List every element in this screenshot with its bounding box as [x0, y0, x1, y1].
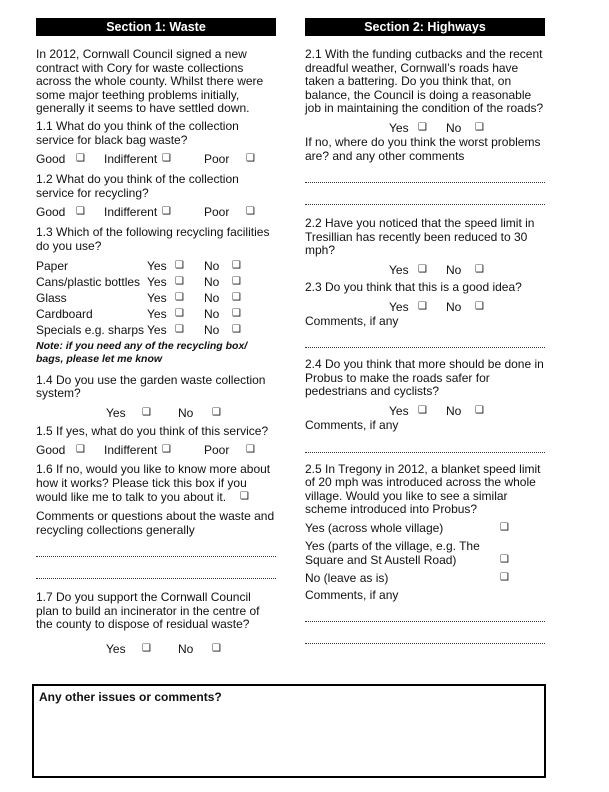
facility-label: Cardboard [36, 306, 93, 321]
yes-no-row-1-7 [36, 640, 276, 658]
question-2-2: 2.2 Have you noticed that the speed limit in Tresillian has recently been reduced to 30 mph? [305, 216, 535, 258]
checkbox-no[interactable]: ❑ [475, 263, 484, 275]
checkbox-no[interactable]: ❑ [232, 323, 241, 335]
checkbox-parts-village[interactable]: ❑ [500, 553, 509, 565]
option-label: Good [36, 443, 66, 458]
option-label: No (leave as is) [305, 570, 389, 585]
checkbox-yes[interactable]: ❑ [418, 121, 427, 133]
checkbox-yes[interactable]: ❑ [418, 300, 427, 312]
option-label: Yes [389, 403, 409, 418]
section-header: Section 2: Highways [305, 18, 545, 36]
checkbox-no[interactable]: ❑ [232, 307, 241, 319]
checkbox-indifferent[interactable]: ❑ [162, 206, 171, 218]
recycling-note: Note: if you need any of the recycling box/ bags, please let me know [36, 339, 248, 365]
checkbox-yes[interactable]: ❑ [175, 259, 184, 271]
facility-label: Cans/plastic bottles [36, 274, 141, 289]
facility-row [36, 274, 276, 290]
question-2-3: 2.3 Do you think that this is a good idea? [305, 279, 522, 294]
checkbox-no[interactable]: ❑ [212, 643, 221, 655]
option-label: Yes [147, 322, 167, 337]
option-label: No [204, 258, 220, 273]
yes-no-row-2-4 [305, 403, 545, 419]
option-label: Yes [147, 258, 167, 273]
question-2-1-followup: If no, where do you think the worst problems are? and any other comments [305, 134, 541, 163]
checkbox-whole-village[interactable]: ❑ [500, 521, 509, 533]
waste-comments-prompt: Comments or questions about the waste and recycling collections generally [36, 509, 275, 537]
checkbox-no[interactable]: ❑ [212, 406, 221, 418]
option-label: Poor [204, 443, 230, 458]
checkbox-good[interactable]: ❑ [76, 444, 85, 456]
comment-line[interactable] [36, 563, 276, 585]
yes-no-row-2-3 [305, 299, 545, 315]
option-label: Yes [106, 405, 126, 420]
checkbox-no[interactable]: ❑ [475, 300, 484, 312]
section-highways [305, 18, 545, 650]
question-1-5: 1.5 If yes, what do you think of this service? [36, 423, 269, 438]
question-1-2: 1.2 What do you think of the collection service for recycling? [36, 172, 239, 200]
checkbox-good[interactable]: ❑ [76, 153, 85, 165]
option-whole-village [305, 521, 545, 535]
checkbox-yes[interactable]: ❑ [418, 404, 427, 416]
checkbox-yes[interactable]: ❑ [175, 275, 184, 287]
checkbox-no[interactable]: ❑ [475, 404, 484, 416]
comment-line[interactable] [305, 167, 545, 189]
option-label: Poor [204, 152, 230, 167]
option-label: Yes [147, 274, 167, 289]
option-label: Indifferent [104, 443, 158, 458]
comment-line[interactable] [305, 606, 545, 628]
option-label: Yes (across whole village) [305, 520, 444, 535]
option-label: No [446, 262, 462, 277]
option-label: Yes [147, 290, 167, 305]
comment-line[interactable] [305, 189, 545, 211]
comment-line[interactable] [36, 541, 276, 563]
yes-no-row-1-4 [36, 405, 276, 421]
option-leave-as-is [305, 571, 545, 585]
other-comments-box[interactable] [32, 684, 546, 778]
option-label: No [178, 642, 194, 657]
checkbox-yes[interactable]: ❑ [175, 291, 184, 303]
option-label: No [204, 322, 220, 337]
comment-line[interactable] [305, 332, 545, 354]
option-label: Yes [389, 120, 409, 135]
checkbox-leave-as-is[interactable]: ❑ [500, 571, 509, 583]
checkbox-no[interactable]: ❑ [232, 259, 241, 271]
facility-row [36, 306, 276, 322]
option-label: Yes [389, 262, 409, 277]
question-1-4: 1.4 Do you use the garden waste collection system? [36, 372, 266, 401]
option-label: Good [36, 152, 66, 167]
rating-row-1-1 [36, 151, 276, 167]
facility-row [36, 322, 276, 338]
checkbox-yes[interactable]: ❑ [142, 406, 151, 418]
option-label: Poor [204, 205, 230, 220]
checkbox-yes[interactable]: ❑ [142, 643, 151, 655]
comment-line[interactable] [305, 437, 545, 459]
question-1-7: 1.7 Do you support the Cornwall Council plan to build an incinerator in the centre of the county to dispose of residual waste? [36, 590, 260, 632]
checkbox-poor[interactable]: ❑ [246, 153, 255, 165]
comments-if-any: Comments, if any [305, 587, 399, 602]
checkbox-no[interactable]: ❑ [232, 291, 241, 303]
option-label: Yes (parts of the village, e.g. The Square and St Austell Road) [305, 538, 480, 567]
comments-if-any: Comments, if any [305, 417, 399, 432]
facility-label: Specials e.g. sharps [36, 322, 145, 337]
question-2-5: 2.5 In Tregony in 2012, a blanket speed limit of 20 mph was introduced across the whole village. Would you like to see a similar scheme introduced into Probus? [305, 461, 541, 517]
option-label: No [204, 274, 220, 289]
checkbox-poor[interactable]: ❑ [246, 444, 255, 456]
checkbox-yes[interactable]: ❑ [175, 307, 184, 319]
rating-row-1-2 [36, 204, 276, 220]
facility-row [36, 258, 276, 274]
option-label: No [178, 405, 194, 420]
facility-label: Paper [36, 258, 69, 273]
section-header: Section 1: Waste [36, 18, 276, 36]
option-label: Indifferent [104, 205, 158, 220]
comment-line[interactable] [305, 628, 545, 650]
section-waste [36, 18, 276, 658]
question-2-1: 2.1 With the funding cutbacks and the recent dreadful weather, Cornwall’s roads have taken a battering. Do you think that, on balance, the Council is doing a reasonable job in maintaining the condition of the roads? [305, 47, 544, 116]
section-intro: In 2012, Cornwall Council signed a new contract with Cory for waste collections across the whole county. Whilst there were some major teething problems initially, generally it seems to have settled down. [36, 47, 264, 116]
checkbox-yes[interactable]: ❑ [175, 323, 184, 335]
option-label: No [204, 306, 220, 321]
other-comments-title: Any other issues or comments? [39, 690, 222, 704]
option-label: Yes [106, 642, 126, 657]
question-1-3: 1.3 Which of the following recycling facilities do you use? [36, 225, 270, 253]
option-parts-village [305, 538, 509, 567]
checkbox-poor[interactable]: ❑ [246, 206, 255, 218]
option-label: Good [36, 205, 66, 220]
question-2-4: 2.4 Do you think that more should be done in Probus to make the roads safer for pedestrians and cyclists? [305, 357, 544, 399]
facility-label: Glass [36, 290, 67, 305]
checkbox-indifferent[interactable]: ❑ [162, 444, 171, 456]
checkbox-no[interactable]: ❑ [475, 121, 484, 133]
checkbox-no[interactable]: ❑ [232, 275, 241, 287]
option-label: Indifferent [104, 152, 158, 167]
option-label: No [446, 299, 462, 314]
checkbox-yes[interactable]: ❑ [418, 263, 427, 275]
question-1-6-block [36, 463, 276, 504]
option-label: No [446, 403, 462, 418]
checkbox-more-info[interactable]: ❑ [240, 491, 249, 503]
option-label: Yes [147, 306, 167, 321]
option-label: No [204, 290, 220, 305]
rating-row-1-5 [36, 442, 276, 458]
question-1-6: 1.6 If no, would you like to know more about how it works? Please tick this box if you would like me to talk to you about it. [36, 462, 271, 504]
question-1-1: 1.1 What do you think of the collection service for black bag waste? [36, 118, 239, 147]
option-label: No [446, 120, 462, 135]
option-label: Yes [389, 299, 409, 314]
checkbox-indifferent[interactable]: ❑ [162, 153, 171, 165]
comments-if-any: Comments, if any [305, 313, 399, 328]
facility-row [36, 290, 276, 306]
yes-no-row-2-2 [305, 262, 545, 278]
checkbox-good[interactable]: ❑ [76, 206, 85, 218]
yes-no-row-2-1 [305, 120, 545, 136]
